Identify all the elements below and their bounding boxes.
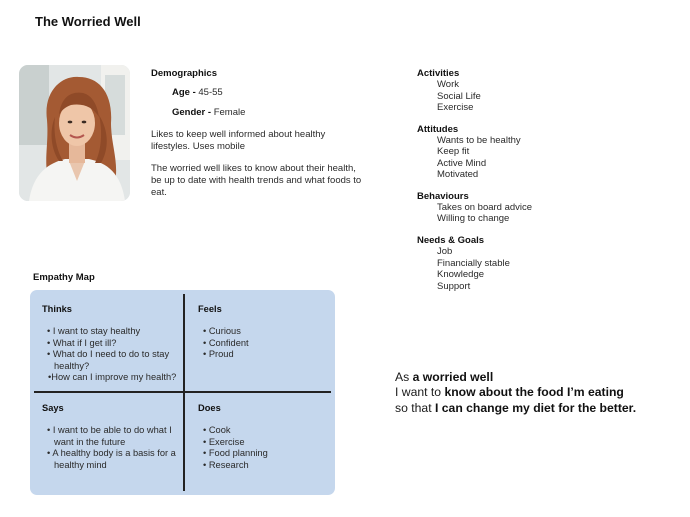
group-heading: Attitudes xyxy=(417,123,459,135)
age-row xyxy=(151,87,366,99)
empathy-says xyxy=(42,403,177,471)
list-item: Work xyxy=(437,79,459,91)
list-item: • Exercise xyxy=(203,436,245,447)
list-item: • What do I need to do to stay healthy? xyxy=(47,349,170,371)
does-heading: Does xyxy=(198,403,221,413)
demographics-paragraph-1: Likes to keep well informed about healthy lifestyles. Uses mobile xyxy=(151,129,326,152)
list-item: Support xyxy=(437,280,471,292)
gender-row xyxy=(151,107,366,119)
gender-value: Female xyxy=(213,107,246,118)
behaviours-group xyxy=(417,191,597,225)
group-heading: Behaviours xyxy=(417,190,469,202)
empathy-divider-horizontal xyxy=(34,391,331,393)
list-item: • Proud xyxy=(203,349,234,360)
list-item: Takes on board advice xyxy=(437,202,533,214)
list-item: Keep fit xyxy=(437,146,470,158)
activities-group xyxy=(417,68,597,114)
list-item: • A healthy body is a basis for a healthy mind xyxy=(47,448,176,470)
list-item: Exercise xyxy=(437,102,474,114)
story-line-1: As a worried well xyxy=(395,370,494,384)
empathy-thinks xyxy=(42,304,182,383)
demographics-heading: Demographics xyxy=(151,68,217,79)
list-item: Financially stable xyxy=(437,257,510,269)
list-item: • What if I get ill? xyxy=(47,337,117,348)
list-item: • Curious xyxy=(203,326,241,337)
list-item: Job xyxy=(437,246,453,258)
list-item: Knowledge xyxy=(437,269,485,281)
persona-portrait-image xyxy=(19,65,130,201)
user-story xyxy=(395,370,680,416)
empathy-feels xyxy=(198,304,328,361)
demographics-paragraph-2: The worried well likes to know about their health, be up to date with health trends and what foods to eat. xyxy=(151,163,362,198)
story-line-2: I want to know about the food I’m eating xyxy=(395,385,624,400)
list-item: • I want to be able to do what I want in the future xyxy=(47,425,172,447)
group-heading: Activities xyxy=(417,68,460,79)
list-item: • I want to stay healthy xyxy=(47,326,141,337)
empathy-does xyxy=(198,403,328,471)
persona-photo xyxy=(19,65,130,201)
list-item: Wants to be healthy xyxy=(437,135,521,147)
list-item: Motivated xyxy=(437,169,479,181)
list-item: Active Mind xyxy=(437,157,487,169)
persona-attributes xyxy=(417,68,597,302)
group-heading: Needs & Goals xyxy=(417,234,485,246)
says-heading: Says xyxy=(42,403,64,413)
needs-goals-group xyxy=(417,235,597,292)
thinks-heading: Thinks xyxy=(42,304,72,314)
list-item: • Confident xyxy=(203,337,249,348)
list-item: Social Life xyxy=(437,90,481,102)
list-item: • Research xyxy=(203,459,249,470)
attitudes-group xyxy=(417,124,597,181)
list-item: • Food planning xyxy=(203,448,268,459)
demographics-section xyxy=(151,68,366,199)
list-item: •How can I improve my health? xyxy=(48,372,177,383)
feels-heading: Feels xyxy=(198,304,222,314)
gender-label: Gender - xyxy=(172,107,212,118)
list-item: Willing to change xyxy=(437,213,510,225)
list-item: • Cook xyxy=(203,425,231,436)
page-title: The Worried Well xyxy=(35,14,141,29)
empathy-map-label: Empathy Map xyxy=(33,272,95,283)
story-line-3: so that I can change my diet for the better. xyxy=(395,400,637,415)
empathy-map xyxy=(30,290,335,495)
age-label: Age - xyxy=(172,87,196,98)
age-value: 45-55 xyxy=(198,87,223,98)
